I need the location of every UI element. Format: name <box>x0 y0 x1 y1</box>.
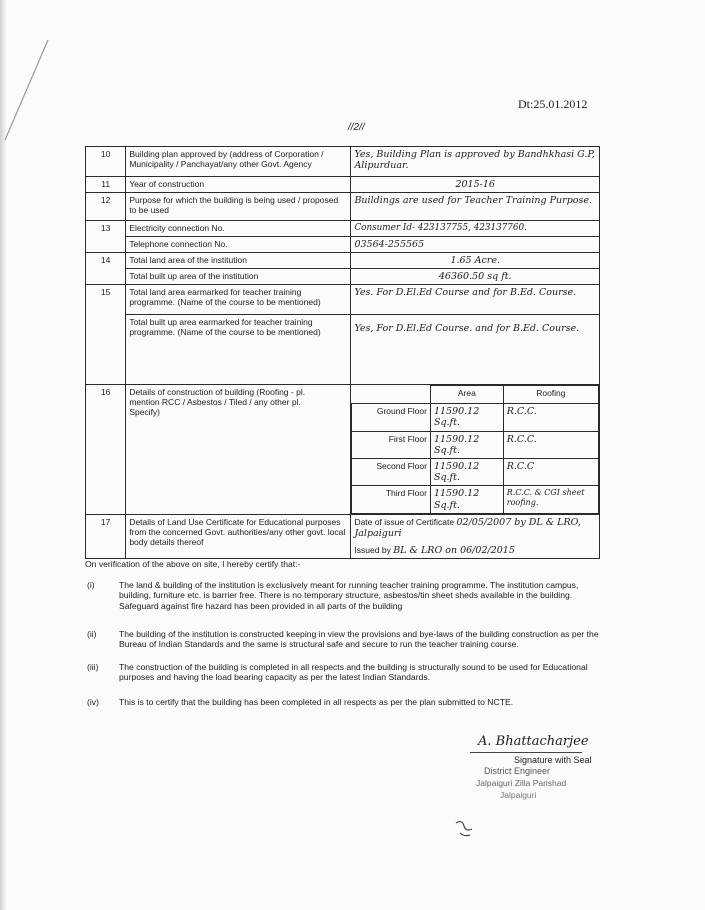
row-value: Yes, For D.El.Ed Course. and for B.Ed. Course. <box>351 315 600 385</box>
row-label: Year of construction <box>126 177 351 193</box>
row-number: 17 <box>86 514 126 559</box>
row-label: Purpose for which the building is being used / proposed to be used <box>126 193 351 221</box>
row-number: 11 <box>86 177 126 193</box>
floor-row <box>352 486 599 513</box>
item-number: (i) <box>87 580 95 590</box>
table-row <box>86 315 600 385</box>
row-label: Details of construction of building (Roofing - pl. mention RCC / Asbestos / Tiled / any other pl. Specify) <box>126 385 351 515</box>
row-label: Total built up area of the institution <box>126 268 351 284</box>
floor-label: Third Floor <box>352 486 431 513</box>
certificate-date-label: Date of issue of Certificate <box>354 516 455 527</box>
floor-label: Ground Floor <box>352 404 431 431</box>
roofing-header: Roofing <box>503 386 598 404</box>
issued-by-value: BL & LRO on 06/02/2015 <box>393 545 515 557</box>
ink-squiggle-mark <box>452 817 480 841</box>
signature-caption: Signature with Seal <box>514 755 592 765</box>
item-text: This is to certify that the building has been completed in all respects as per the plan submitted to NCTE. <box>119 697 514 707</box>
item-text: The land & building of the institution is exclusively meant for running teacher training programme. The institution campus, building, furniture etc. is barrier free. There is no temporary structure, asbestos/tin sheet sheds available in the building. Safeguard against fire hazard has been provided in all parts of the building <box>119 580 579 611</box>
seal-line-1: District Engineer <box>484 766 551 776</box>
certification-section <box>85 559 605 578</box>
row-value: Yes. For D.El.Ed Course and for B.Ed. Course. <box>351 285 600 315</box>
certificate-date-value: 02/05/2007 by DL & LRO, Jalpaiguri <box>354 516 581 540</box>
row-number: 13 <box>86 221 126 253</box>
table-row <box>86 193 600 221</box>
row-value: Buildings are used for Teacher Training Purpose. <box>351 193 600 221</box>
table-row <box>86 236 600 252</box>
floor-roofing: R.C.C. <box>503 431 598 458</box>
row-number: 14 <box>86 252 126 284</box>
signature-line <box>470 752 582 753</box>
subtable-header <box>352 386 599 404</box>
item-text: The construction of the building is completed in all respects and the building is structurally sound to be used for Educational purposes and having the load bearing capacity as per the latest Indian Standards. <box>119 662 588 683</box>
table-row <box>86 514 600 559</box>
floor-area: 11590.12 Sq.ft. <box>430 486 503 513</box>
land-certificate-cell <box>351 514 600 559</box>
construction-subtable <box>351 385 599 514</box>
floor-row <box>352 404 599 431</box>
table-row <box>86 385 600 515</box>
row-label: Building plan approved by (address of Corporation / Municipality / Panchayat/any other Govt. Agency <box>126 147 351 177</box>
row-value: 46360.50 sq ft. <box>351 268 600 284</box>
building-details-table <box>85 146 600 559</box>
issued-by-label: Issued by <box>354 545 391 556</box>
row-number: 12 <box>86 193 126 221</box>
row-number: 10 <box>86 147 126 177</box>
row-value: Consumer Id- 423137755, 423137760. <box>351 221 600 236</box>
document-date: Dt:25.01.2012 <box>518 97 588 111</box>
item-number: (iv) <box>87 697 99 707</box>
table-row <box>86 177 600 193</box>
floor-row <box>352 431 599 458</box>
row-label: Electricity connection No. <box>126 221 351 236</box>
area-header: Area <box>430 386 503 404</box>
row-label: Total land area of the institution <box>126 252 351 268</box>
row-label: Details of Land Use Certificate for Educational purposes from the concerned Govt. authorities/any other govt. local body details thereof <box>126 514 351 559</box>
row-number: 15 <box>86 285 126 385</box>
table-row <box>86 268 600 284</box>
seal-line-2: Jalpaiguri Zilla Parishad <box>476 778 567 788</box>
row-label: Total land area earmarked for teacher training programme. (Name of the course to be mentioned) <box>126 285 351 315</box>
item-number: (iii) <box>87 662 99 672</box>
handwritten-signature: A. Bhattacharjee <box>478 734 589 749</box>
row-value: 03564-255565 <box>351 236 600 252</box>
floor-roofing: R.C.C. <box>503 404 598 431</box>
table-row <box>86 252 600 268</box>
floor-roofing: R.C.C. & CGI sheet roofing. <box>503 486 598 513</box>
table-row <box>86 285 600 315</box>
floor-row <box>352 459 599 486</box>
seal-line-3: Jalpaiguri <box>500 790 537 800</box>
item-number: (ii) <box>87 629 97 639</box>
row-value: 2015-16 <box>351 177 600 193</box>
certification-intro: On verification of the above on site, I hereby certify that:- <box>85 559 301 569</box>
floor-area: 11590.12 Sq.ft. <box>430 404 503 431</box>
item-text: The building of the institution is constructed keeping in view the provisions and bye-laws of the building construction as per the Bureau of Indian Standards and the same is structural safe and secure to run the teacher training course. <box>119 629 599 650</box>
floor-label: Second Floor <box>352 459 431 486</box>
page-marker: //2// <box>348 122 365 133</box>
floor-area: 11590.12 Sq.ft. <box>430 459 503 486</box>
row-label: Telephone connection No. <box>126 236 351 252</box>
floor-roofing: R.C.C <box>503 459 598 486</box>
row-number: 16 <box>86 385 126 515</box>
construction-cell <box>351 385 600 515</box>
row-value: 1.65 Acre. <box>351 252 600 268</box>
table-row <box>86 147 600 177</box>
floor-area: 11590.12 Sq.ft. <box>430 431 503 458</box>
row-label: Total built up area earmarked for teacher training programme. (Name of the course to be mentioned) <box>126 315 351 385</box>
scan-fold-mark <box>0 30 60 150</box>
row-value: Yes, Building Plan is approved by Bandhkhasi G.P, Alipurduar. <box>351 147 600 177</box>
table-row <box>86 221 600 236</box>
floor-label: First Floor <box>352 431 431 458</box>
